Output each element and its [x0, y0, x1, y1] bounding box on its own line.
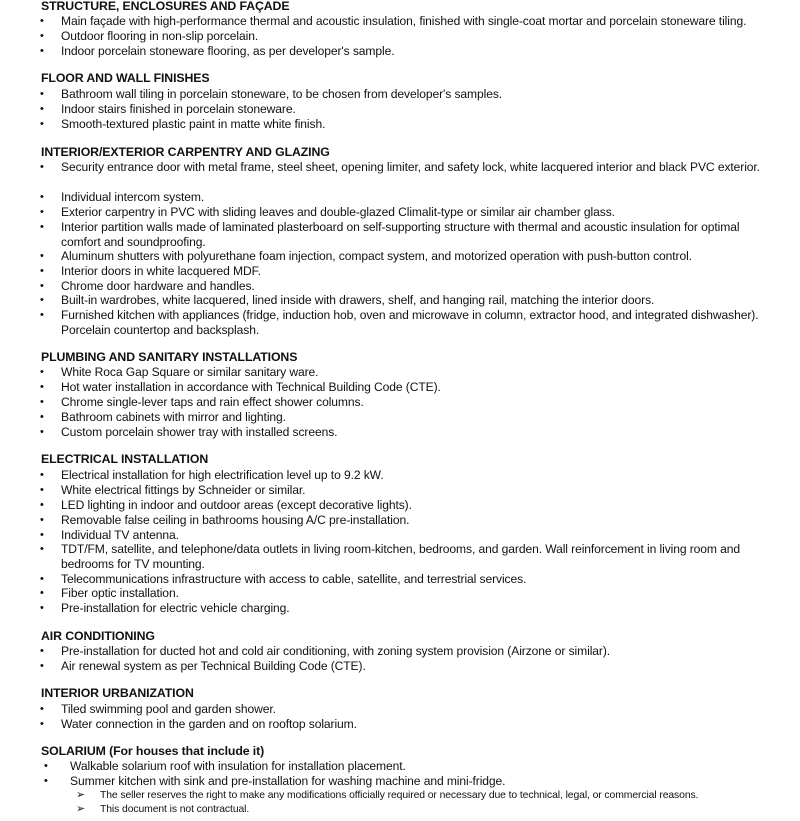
list-item-text: Tiled swimming pool and garden shower.	[61, 702, 276, 716]
list-item-text: Smooth-textured plastic paint in matte white finish.	[61, 117, 326, 131]
list-item-text: White electrical fittings by Schneider or similar.	[61, 483, 306, 497]
bullet: •	[40, 426, 44, 438]
list-item-text: White Roca Gap Square or similar sanitary ware.	[61, 365, 319, 379]
list-item-text: Air renewal system as per Technical Building Code (CTE).	[61, 659, 366, 673]
bullet: •	[40, 411, 44, 423]
list-item-text: Chrome single-lever taps and rain effect shower columns.	[61, 395, 364, 409]
section-title-solarium: SOLARIUM (For houses that include it)	[41, 744, 265, 758]
bullet: •	[40, 499, 44, 511]
note-text: The seller reserves the right to make any modifications officially required or necessary due to technical, legal, or commercial reasons.	[100, 790, 699, 801]
list-item-text: Removable false ceiling in bathrooms housing A/C pre-installation.	[61, 513, 410, 527]
list-item-text: Pre-installation for ducted hot and cold air conditioning, with zoning system provision (Airzone or similar).	[61, 644, 611, 658]
bullet: •	[40, 366, 44, 378]
list-item-text: Electrical installation for high electrification level up to 9.2 kW.	[61, 468, 384, 482]
bullet: •	[40, 645, 44, 657]
bullet: •	[40, 381, 44, 393]
bullet: •	[40, 703, 44, 715]
bullet: •	[44, 760, 48, 772]
bullet: •	[40, 265, 44, 277]
list-item-text: Furnished kitchen with appliances (fridge, induction hob, oven and microwave in column, extractor hood, and integrated dishwasher). Porcelain countertop and backsplash.	[61, 308, 759, 337]
section-title-carpentry: INTERIOR/EXTERIOR CARPENTRY AND GLAZING	[41, 145, 330, 159]
list-item-text: Security entrance door with metal frame, steel sheet, opening limiter, and safety lock, white lacquered interior and black PVC exterior.	[61, 160, 760, 174]
bullet: •	[40, 206, 44, 218]
bullet: •	[40, 514, 44, 526]
list-item-text: Exterior carpentry in PVC with sliding leaves and double-glazed Climalit-type or similar air chamber glass.	[61, 205, 615, 219]
bullet: •	[40, 280, 44, 292]
list-item-text: Bathroom wall tiling in porcelain stoneware, to be chosen from developer's samples.	[61, 87, 503, 101]
section-title-plumbing: PLUMBING AND SANITARY INSTALLATIONS	[41, 350, 298, 364]
list-item-text: Summer kitchen with sink and pre-installation for washing machine and mini-fridge.	[70, 774, 506, 788]
bullet: •	[40, 30, 44, 42]
bullet: •	[40, 221, 44, 233]
bullet: •	[40, 103, 44, 115]
arrow-bullet-icon: ➢	[76, 789, 86, 801]
list-item-text: TDT/FM, satellite, and telephone/data outlets in living room-kitchen, bedrooms, and garden. Wall reinforcement in living room and bedrooms for TV mounting.	[61, 542, 741, 571]
list-item-text: Outdoor flooring in non-slip porcelain.	[61, 29, 259, 43]
list-item-text: Hot water installation in accordance with Technical Building Code (CTE).	[61, 380, 441, 394]
bullet: •	[40, 718, 44, 730]
bullet: •	[40, 396, 44, 408]
list-item-text: LED lighting in indoor and outdoor areas (except decorative lights).	[61, 498, 412, 512]
bullet: •	[40, 15, 44, 27]
arrow-bullet-icon: ➢	[76, 803, 86, 815]
list-item-text: Individual TV antenna.	[61, 528, 179, 542]
section-title-finishes: FLOOR AND WALL FINISHES	[41, 71, 210, 85]
list-item-text: Bathroom cabinets with mirror and lighting.	[61, 410, 286, 424]
list-item-text: Chrome door hardware and handles.	[61, 279, 255, 293]
list-item-text: Built-in wardrobes, white lacquered, lined inside with drawers, shelf, and hanging rail, matching the interior doors.	[61, 293, 655, 307]
list-item-text: Aluminum shutters with polyurethane foam injection, compact system, and motorized operation with push-button control.	[61, 249, 692, 263]
list-item-text: Interior partition walls made of laminated plasterboard on self-supporting structure with thermal and acoustic insulation for optimal comfort and soundproofing.	[61, 220, 740, 249]
list-item-text: Custom porcelain shower tray with installed screens.	[61, 425, 338, 439]
section-title-urbanization: INTERIOR URBANIZATION	[41, 686, 194, 700]
note-text: This document is not contractual.	[100, 804, 250, 815]
list-item-text: Interior doors in white lacquered MDF.	[61, 264, 261, 278]
bullet: •	[44, 775, 48, 787]
section-title-structure: STRUCTURE, ENCLOSURES AND FAÇADE	[41, 0, 290, 13]
bullet: •	[40, 587, 44, 599]
bullet: •	[40, 660, 44, 672]
bullet: •	[40, 191, 44, 203]
list-item-text: Individual intercom system.	[61, 190, 205, 204]
list-item-text: Telecommunications infrastructure with access to cable, satellite, and terrestrial services.	[61, 572, 527, 586]
bullet: •	[40, 529, 44, 541]
section-title-electrical: ELECTRICAL INSTALLATION	[41, 452, 209, 466]
section-title-air-conditioning: AIR CONDITIONING	[41, 629, 155, 643]
bullet: •	[40, 45, 44, 57]
bullet: •	[40, 309, 44, 321]
list-item-text: Indoor porcelain stoneware flooring, as per developer's sample.	[61, 44, 395, 58]
list-item-text: Fiber optic installation.	[61, 586, 179, 600]
list-item-text: Walkable solarium roof with insulation for installation placement.	[70, 759, 406, 773]
list-item-text: Indoor stairs finished in porcelain stoneware.	[61, 102, 296, 116]
list-item-text: Water connection in the garden and on rooftop solarium.	[61, 717, 357, 731]
bullet: •	[40, 602, 44, 614]
bullet: •	[40, 484, 44, 496]
bullet: •	[40, 469, 44, 481]
bullet: •	[40, 250, 44, 262]
bullet: •	[40, 88, 44, 100]
bullet: •	[40, 161, 44, 173]
bullet: •	[40, 294, 44, 306]
bullet: •	[40, 543, 44, 555]
list-item-text: Main façade with high-performance thermal and acoustic insulation, finished with single-coat mortar and porcelain stoneware tiling.	[61, 14, 747, 28]
list-item-text: Pre-installation for electric vehicle charging.	[61, 601, 290, 615]
bullet: •	[40, 118, 44, 130]
bullet: •	[40, 573, 44, 585]
